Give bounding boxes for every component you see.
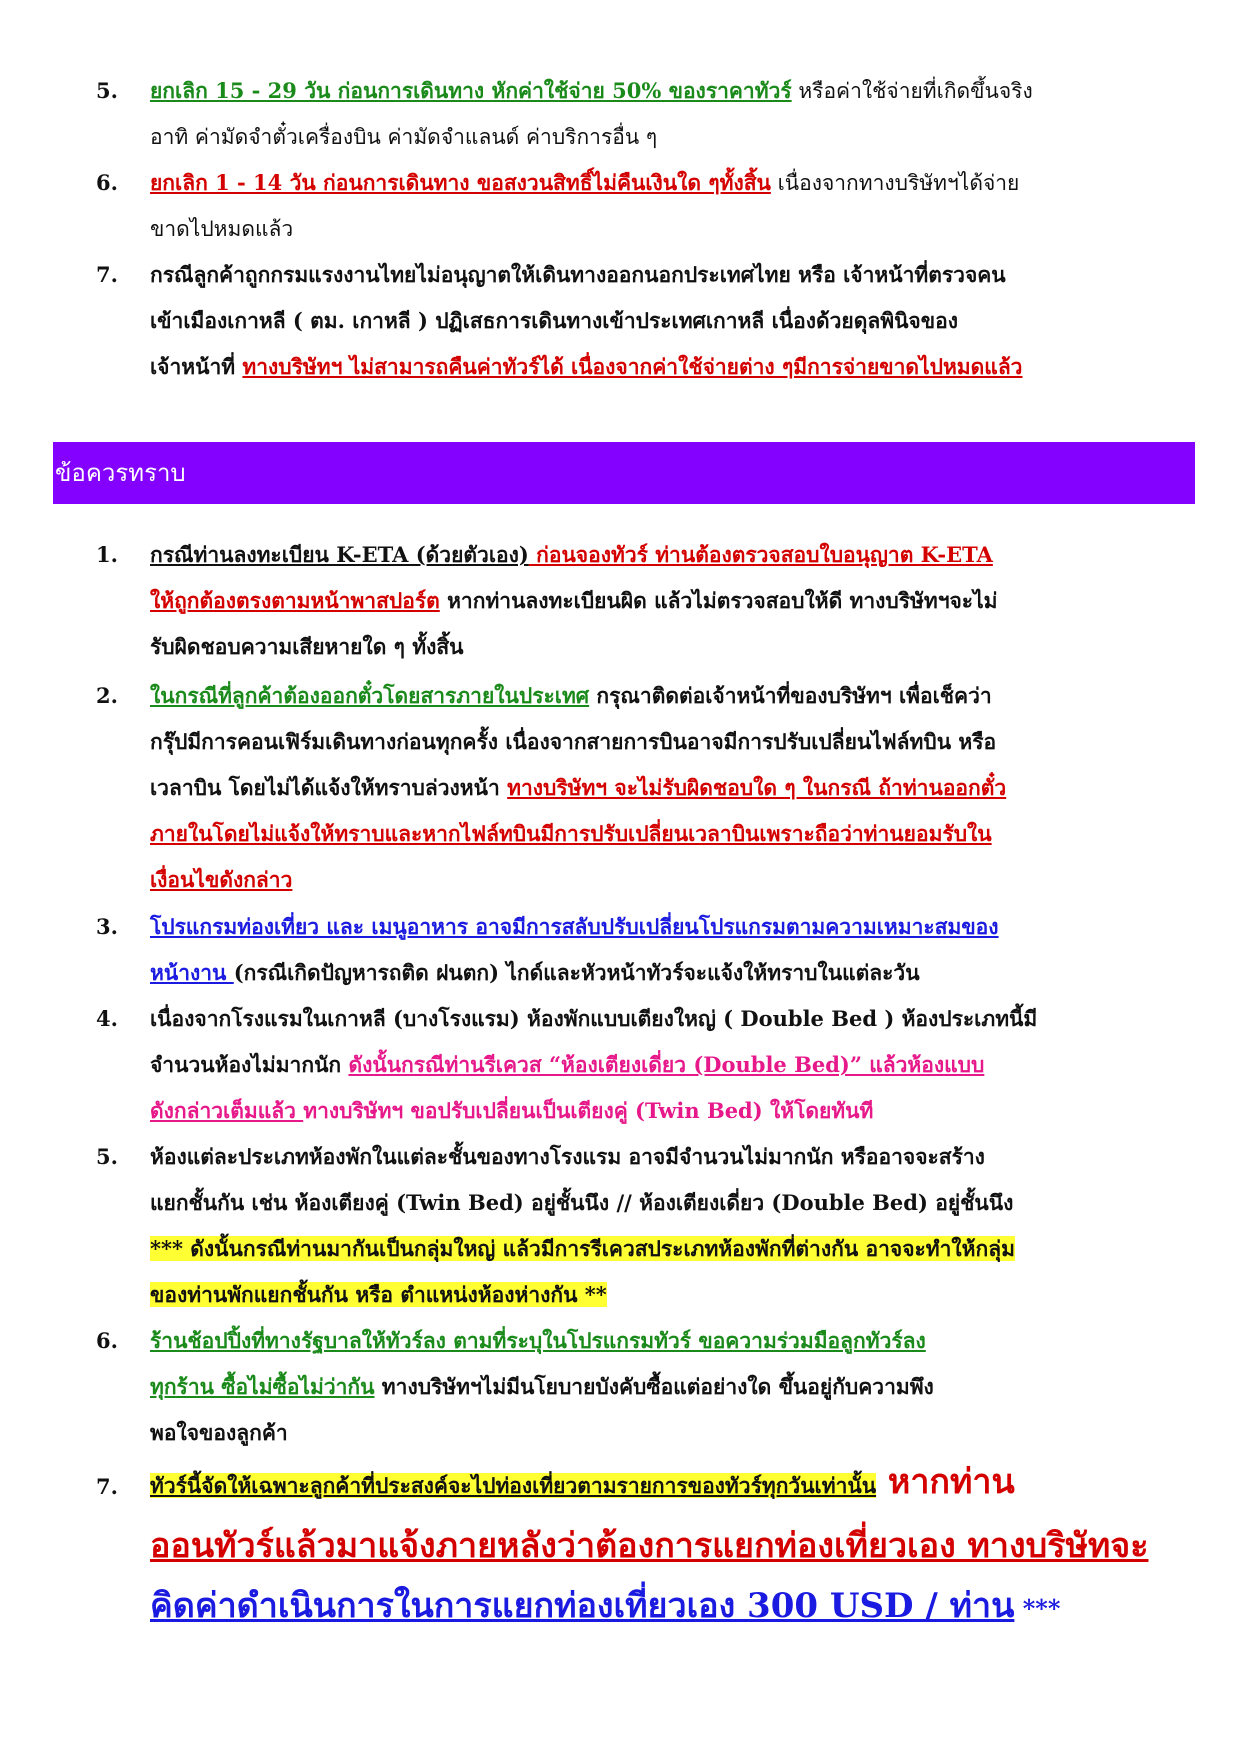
room-floor-line2: แยกชั้นกัน เช่น ห้องเตียงคู่ (Twin Bed) อยู่ชั้นนึง // ห้องเตียงเดี่ยว (Double Bed) อยู่ชั้นนึง [150, 1190, 1014, 1215]
labour-ban-line2: เข้าเมืองเกาหลี ( ตม. เกาหลี ) ปฏิเสธการเดินทางเข้าประเทศเกาหลี เนื่องด้วยดุลพินิจของ [150, 308, 958, 333]
group-room-warning: *** ดังนั้นกรณีท่านมากันเป็นกลุ่มใหญ่ แล้วมีการรีเควสประเภทห้องพักที่ต่างกัน อาจจะทำให้กลุ่ม [150, 1236, 1015, 1261]
item-number: 6. [96, 1328, 118, 1353]
domestic-ticket-text: ในกรณีที่ลูกค้าต้องออกตั๋วโดยสารภายในประเทศ [150, 683, 590, 708]
tour-only-text: ทัวร์นี้จัดให้เฉพาะลูกค้าที่ประสงค์จะไปท่องเที่ยวตามรายการของทัวร์ทุกวันเท่านั้น [150, 1473, 877, 1498]
program-change-line2: หน้างาน [150, 960, 234, 985]
shopping-note: ทางบริษัทฯไม่มีนโยบายบังคับซื้อแต่อย่างใด ขึ้นอยู่กับความพึง [374, 1374, 934, 1399]
double-bed-full: ดังกล่าวเต็มแล้ว [150, 1098, 304, 1123]
domestic-ticket-line4: ภายในโดยไม่แจ้งให้ทราบและหากไฟล์ทบินมีการปรับเปลี่ยนเวลาบินเพราะถือว่าท่านยอมรับใน [150, 821, 992, 846]
room-floor-line1: ห้องแต่ละประเภทห้องพักในแต่ละชั้นของทางโรงแรม อาจมีจำนวนไม่มากนัก หรืออาจจะสร้าง [150, 1144, 985, 1169]
keta-check-warning: ก่อนจองทัวร์ ท่านต้องตรวจสอบใบอนุญาต K-ETA [528, 542, 993, 567]
twin-bed-change: ทางบริษัทฯ ขอปรับเปลี่ยนเป็นเตียงคู่ (Twin Bed) ให้โดยทันที [303, 1098, 874, 1123]
item-text [150, 996, 1195, 1134]
cancel-15-29-note: หรือค่าใช้จ่ายที่เกิดขึ้นจริง [791, 79, 1033, 103]
double-bed-request: ดังนั้นกรณีท่านรีเควส “ห้องเตียงเดี่ยว (Double Bed)” แล้วห้องแบบ [348, 1052, 985, 1077]
item-number: 4. [96, 1006, 118, 1031]
cancel-1-14-note: เนื่องจากทางบริษัทฯได้จ่าย [770, 171, 1020, 195]
item-text [150, 1318, 1195, 1456]
keta-passport-match: ให้ถูกต้องตรงตามหน้าพาสปอร์ต [150, 588, 440, 613]
item-text [150, 160, 1195, 252]
keta-self-register: กรณีท่านลงทะเบียน K-ETA (ด้วยตัวเอง) [150, 542, 529, 567]
item-number: 5. [96, 78, 118, 103]
item-text [150, 1452, 1195, 1639]
double-bed-line2: จำนวนห้องไม่มากนัก [150, 1052, 349, 1077]
separate-tour-start: หากท่าน [876, 1462, 1015, 1502]
section-title-banner: ข้อควรทราบ [53, 442, 1195, 504]
cancel-15-29-text: ยกเลิก 15 - 29 วัน ก่อนการเดินทาง หักค่าใช้จ่าย 50% ของราคาทัวร์ [150, 78, 792, 103]
item-number: 5. [96, 1144, 118, 1169]
item-text [150, 532, 1195, 670]
shopping-line1: ร้านช้อปปิ้งที่ทางรัฐบาลให้ทัวร์ลง ตามที่ระบุในโปรแกรมทัวร์ ขอความร่วมมือลูกทัวร์ลง [150, 1328, 926, 1353]
separate-tour-stars: *** [1014, 1594, 1061, 1623]
item-number: 3. [96, 914, 118, 939]
item-text [150, 252, 1195, 390]
item-text [150, 904, 1195, 996]
item-number: 7. [96, 262, 118, 287]
item-number: 6. [96, 170, 118, 195]
keta-note: หากท่านลงทะเบียนผิด แล้วไม่ตรวจสอบให้ดี ทางบริษัทฯจะไม่ [439, 588, 998, 613]
separate-tour-fee: คิดค่าดำเนินการในการแยกท่องเที่ยวเอง 300 USD / ท่าน [150, 1586, 1015, 1626]
domestic-ticket-warning: ทางบริษัทฯ จะไม่รับผิดชอบใด ๆ ในกรณี ถ้าท่านออกตั๋ว [507, 775, 1007, 800]
item-number: 1. [96, 542, 118, 567]
cancel-1-14-line2: ขาดไปหมดแล้ว [150, 217, 294, 241]
item-text [150, 673, 1195, 903]
domestic-ticket-note: กรุณาติดต่อเจ้าหน้าที่ของบริษัทฯ เพื่อเช็คว่า [589, 683, 992, 708]
item-number: 2. [96, 683, 118, 708]
item-text [150, 1134, 1195, 1318]
labour-ban-line3: เจ้าหน้าที่ [150, 354, 243, 379]
double-bed-line1: เนื่องจากโรงแรมในเกาหลี (บางโรงแรม) ห้องพักแบบเตียงใหญ่ ( Double Bed ) ห้องประเภทนี้มี [150, 1006, 1038, 1031]
cancel-15-29-line2: อาทิ ค่ามัดจำตั๋วเครื่องบิน ค่ามัดจำแลนด์ ค่าบริการอื่น ๆ [150, 125, 658, 149]
labour-ban-line1: กรณีลูกค้าถูกกรมแรงงานไทยไม่อนุญาตให้เดินทางออกนอกประเทศไทย หรือ เจ้าหน้าที่ตรวจคน [150, 262, 1006, 287]
domestic-ticket-line2: กรุ๊ปมีการคอนเฟิร์มเดินทางก่อนทุกครั้ง เนื่องจากสายการบินอาจมีการปรับเปลี่ยนไฟล์ทบิน หรือ [150, 729, 997, 754]
shopping-line3: พอใจของลูกค้า [150, 1420, 288, 1445]
domestic-ticket-line3: เวลาบิน โดยไม่ได้แจ้งให้ทราบล่วงหน้า [150, 775, 508, 800]
program-change-note: (กรณีเกิดปัญหารถติด ฝนตก) ไกด์และหัวหน้าทัวร์จะแจ้งให้ทราบในแต่ละวัน [233, 960, 920, 985]
shopping-line2: ทุกร้าน ซื้อไม่ซื้อไม่ว่ากัน [150, 1374, 375, 1399]
domestic-ticket-line5: เงื่อนไขดังกล่าว [150, 867, 293, 892]
program-change-line1: โปรแกรมท่องเที่ยว และ เมนูอาหาร อาจมีการสลับปรับเปลี่ยนโปรแกรมตามความเหมาะสมของ [150, 914, 999, 939]
group-room-warning-2: ของท่านพักแยกชั้นกัน หรือ ตำแหน่งห้องห่างกัน ** [150, 1282, 607, 1307]
separate-tour-line2: ออนทัวร์แล้วมาแจ้งภายหลังว่าต้องการแยกท่องเที่ยวเอง ทางบริษัทจะ [150, 1526, 1149, 1566]
keta-line3: รับผิดชอบความเสียหายใด ๆ ทั้งสิ้น [150, 634, 464, 659]
cancel-1-14-text: ยกเลิก 1 - 14 วัน ก่อนการเดินทาง ขอสงวนสิทธิ์ไม่คืนเงินใด ๆทั้งสิ้น [150, 170, 771, 195]
no-refund-text: ทางบริษัทฯ ไม่สามารถคืนค่าทัวร์ได้ เนื่องจากค่าใช้จ่ายต่าง ๆมีการจ่ายขาดไปหมดแล้ว [242, 354, 1023, 379]
item-number: 7. [96, 1474, 118, 1499]
item-text [150, 68, 1195, 160]
